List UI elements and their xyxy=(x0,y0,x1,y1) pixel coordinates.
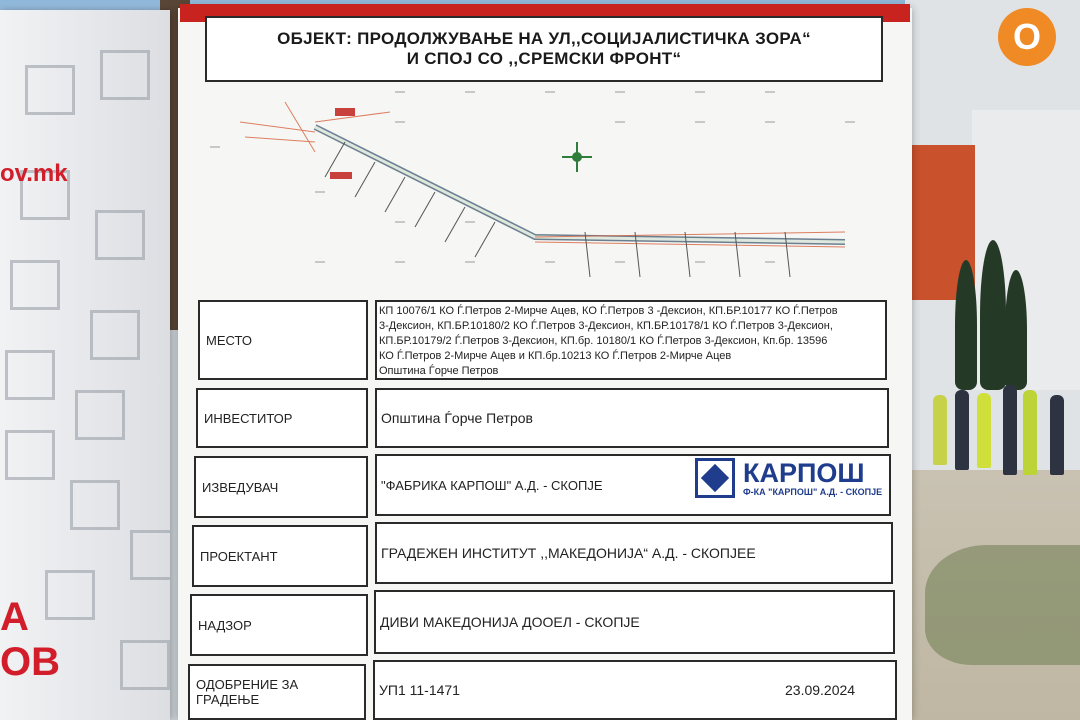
cypress-tree xyxy=(980,240,1006,390)
row-label-investitor: ИНВЕСТИТОР xyxy=(196,388,368,448)
row-value-mesto xyxy=(375,300,887,380)
cypress-tree xyxy=(955,260,977,390)
project-title-line1: ОБЈЕКТ: ПРОДОЛЖУВАЊЕ НА УЛ,,СОЦИЈАЛИСТИЧКА ЗОРА“ xyxy=(277,29,811,48)
row-value-nadzor: ДИВИ МАКЕДОНИЈА ДООЕЛ - СКОПЈЕ xyxy=(374,590,895,654)
karposh-logo-icon xyxy=(695,458,735,498)
karposh-logo-subtitle: Ф-КА "КАРПОШ" А.Д. - СКОПЈЕ xyxy=(743,487,883,497)
mesto-line: КО Ѓ.Петров 2-Мирче Ацев и КП.бр.10213 КО Ѓ.Петров 2-Мирче Ацев xyxy=(379,350,732,362)
banner-big-letters: А xyxy=(0,595,29,639)
mesto-line: КП.БР.10179/2 Ѓ.Петров 3-Дексион, КП.бр. 10180/1 КО Ѓ.Петров 3-Дексион, Кп.бр. 13596 xyxy=(379,335,828,347)
row-value-proektant: ГРАДЕЖЕН ИНСТИТУТ ,,МАКЕДОНИЈА“ А.Д. - СКОПЈЕЕ xyxy=(375,522,893,584)
karposh-logo xyxy=(695,458,882,498)
grass xyxy=(925,545,1080,665)
row-label-mesto: МЕСТО xyxy=(198,300,368,380)
row-value-odobrenie: УП1 11-1471 xyxy=(373,660,897,720)
row-value-izveduvach: "ФАБРИКА КАРПОШ" А.Д. - СКОПЈЕ xyxy=(375,454,891,516)
banner-big-letters: ОВ xyxy=(0,640,60,684)
project-title-box xyxy=(205,16,883,82)
orange-circle-sign: О xyxy=(998,8,1056,66)
karposh-logo-name: КАРПОШ xyxy=(743,458,865,488)
approval-date: 23.09.2024 xyxy=(785,682,856,698)
row-label-proektant: ПРОЕКТАНТ xyxy=(192,525,368,587)
mesto-line: КП 10076/1 КО Ѓ.Петров 2-Мирче Ацев, КО Ѓ.Петров 3 -Дексион, КП.БР.10177 КО Ѓ.Петров xyxy=(379,305,838,317)
row-label-izveduvach: ИЗВЕДУВАЧ xyxy=(194,456,368,518)
road-plan-drawing xyxy=(205,82,895,292)
cypress-tree xyxy=(1005,270,1027,390)
row-label-nadzor: НАДЗОР xyxy=(190,594,368,656)
banner-website-text: ov.mk xyxy=(0,160,68,187)
left-banner xyxy=(0,10,170,720)
mesto-line: 3-Дексион, КП.БР.10180/2 КО Ѓ.Петров 3-Дексион, КП.БР.10178/1 КО Ѓ.Петров 3-Дексион, xyxy=(379,320,833,332)
crowd xyxy=(915,385,1080,480)
row-value-investitor: Општина Ѓорче Петров xyxy=(375,388,889,448)
row-label-odobrenie: ОДОБРЕНИЕ ЗА ГРАДЕЊЕ xyxy=(188,664,366,720)
mesto-line: Општина Ѓорче Петров xyxy=(379,365,499,377)
project-title-line2: И СПОЈ СО ,,СРЕМСКИ ФРОНТ“ xyxy=(406,49,682,68)
